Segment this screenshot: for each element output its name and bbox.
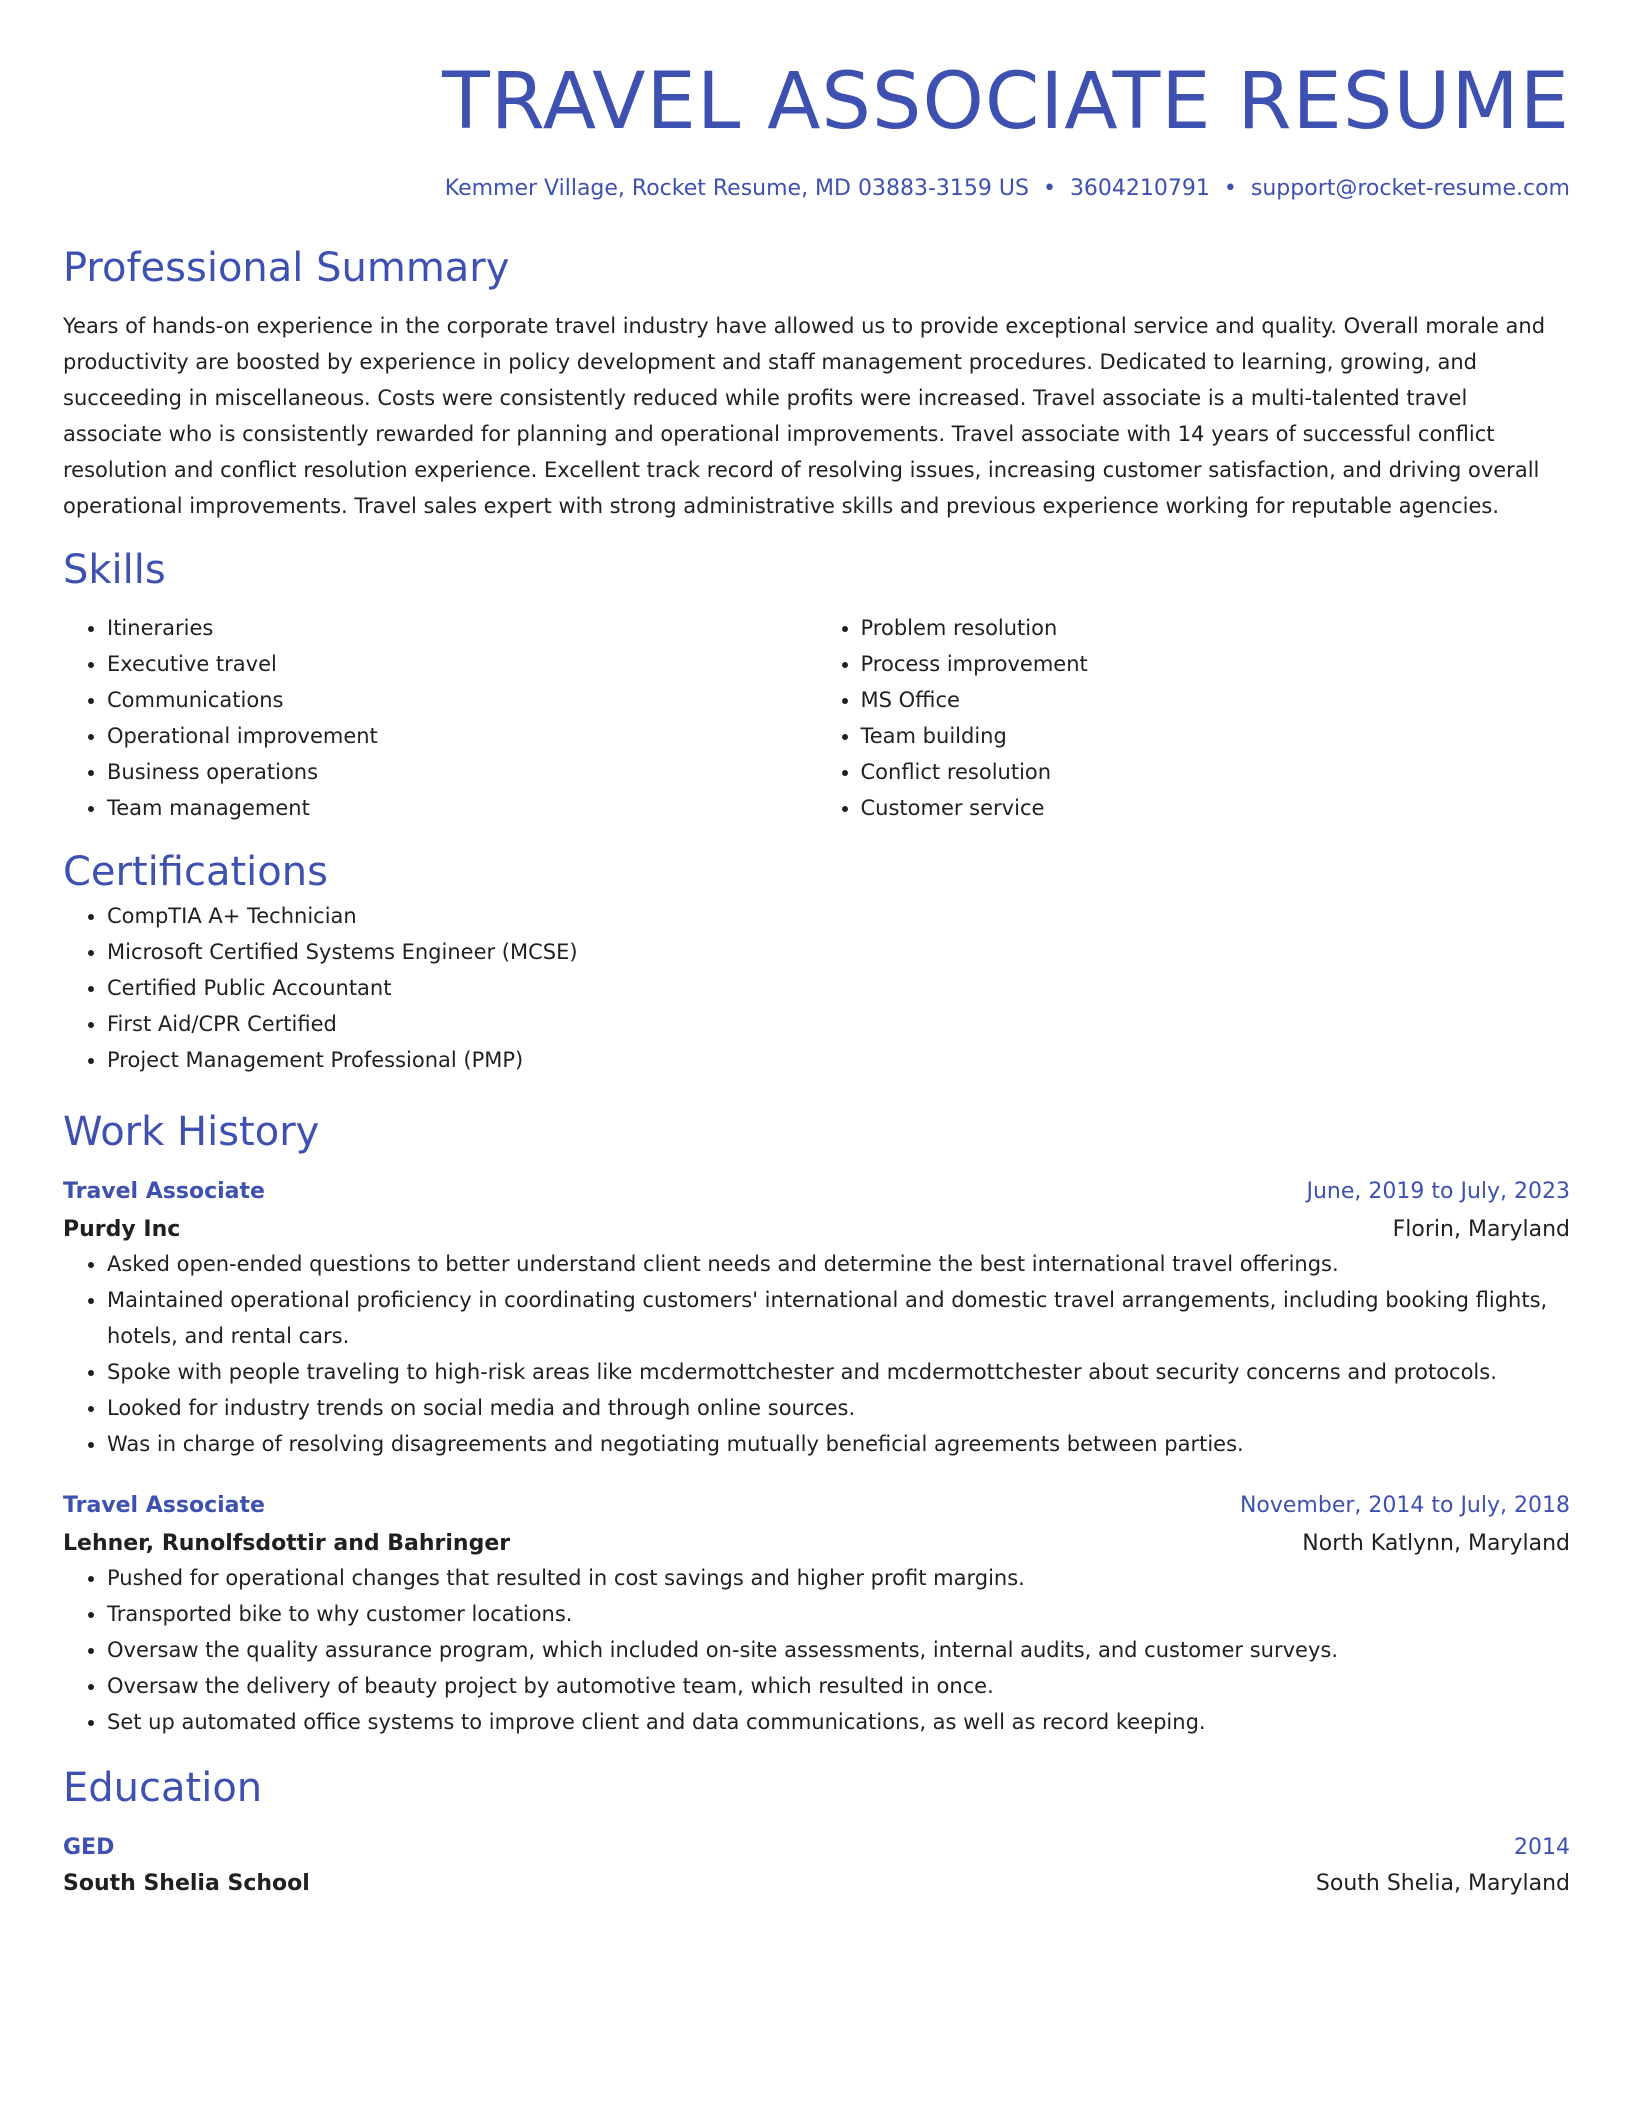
summary-text: Years of hands-on experience in the corporate travel industry have allowed us to provide exceptional service and quality. Overall morale and productivity are boosted by experience in policy development and staff management procedures. Dedicated to learning, growing, and succeeding in miscellaneous. Costs were consistently reduced while profits were increased. Travel associate is a multi-talented travel associate who is consistently rewarded for planning and operational improvements. Travel associate with 14 years of successful conflict resolution and conflict resolution experience. Excellent track record of resolving issues, increasing customer satisfaction, and driving overall operational improvements. Travel sales expert with strong administrative skills and previous experience working for reputable agencies. bbox=[63, 314, 1546, 518]
job-duty: • Oversaw the quality assurance program, which included on-site assessments, internal audits, and customer surveys. bbox=[107, 1632, 1570, 1668]
certification-item: • Project Management Professional (PMP) bbox=[107, 1042, 1570, 1078]
skills-list-left bbox=[63, 610, 817, 826]
skills-columns bbox=[63, 610, 1570, 826]
contact-separator: • bbox=[1042, 176, 1056, 201]
job-location: Florin, Maryland bbox=[1392, 1217, 1570, 1242]
contact-address: Kemmer Village, Rocket Resume, MD 03883-3159 US bbox=[444, 176, 1029, 201]
education-subheader bbox=[63, 1868, 1570, 1900]
skill-item: • Itineraries bbox=[107, 610, 817, 646]
skill-item: • Team management bbox=[107, 790, 817, 826]
job-subheader bbox=[63, 1214, 1570, 1246]
job-duties-list bbox=[63, 1246, 1570, 1462]
job-role: Travel Associate bbox=[63, 1179, 265, 1204]
certification-item: • Microsoft Certified Systems Engineer (MCSE) bbox=[107, 934, 1570, 970]
job-location: North Katlynn, Maryland bbox=[1302, 1531, 1570, 1556]
skills-list-right bbox=[817, 610, 1571, 826]
education-school: South Shelia School bbox=[63, 1871, 310, 1896]
certification-item: • First Aid/CPR Certified bbox=[107, 1006, 1570, 1042]
education-location: South Shelia, Maryland bbox=[1315, 1871, 1570, 1896]
job-header bbox=[63, 1176, 1570, 1208]
job-entry bbox=[63, 1490, 1570, 1740]
skill-item: • Team building bbox=[861, 718, 1571, 754]
contact-email: support@rocket-resume.com bbox=[1250, 176, 1570, 201]
job-duty: • Transported bike to why customer locations. bbox=[107, 1596, 1570, 1632]
contact-line bbox=[63, 174, 1570, 204]
contact-phone: 3604210791 bbox=[1069, 176, 1210, 201]
skill-item: • Business operations bbox=[107, 754, 817, 790]
certifications-heading: Certifications bbox=[63, 849, 328, 895]
skill-item: • Process improvement bbox=[861, 646, 1571, 682]
job-company: Lehner, Runolfsdottir and Bahringer bbox=[63, 1531, 511, 1556]
job-duty: • Pushed for operational changes that resulted in cost savings and higher profit margins. bbox=[107, 1560, 1570, 1596]
certification-item: • CompTIA A+ Technician bbox=[107, 898, 1570, 934]
job-entry bbox=[63, 1176, 1570, 1462]
certification-item: • Certified Public Accountant bbox=[107, 970, 1570, 1006]
job-duty: • Was in charge of resolving disagreements and negotiating mutually beneficial agreements between parties. bbox=[107, 1426, 1570, 1462]
resume-title: TRAVEL ASSOCIATE RESUME bbox=[442, 57, 1570, 147]
job-duty: • Set up automated office systems to improve client and data communications, as well as record keeping. bbox=[107, 1704, 1570, 1740]
skill-item: • Customer service bbox=[861, 790, 1571, 826]
skills-heading: Skills bbox=[63, 547, 166, 593]
job-subheader bbox=[63, 1528, 1570, 1560]
job-duty: • Spoke with people traveling to high-risk areas like mcdermottchester and mcdermottchester about security concerns and protocols. bbox=[107, 1354, 1570, 1390]
education-year: 2014 bbox=[1514, 1835, 1570, 1860]
skill-item: • Executive travel bbox=[107, 646, 817, 682]
job-duties-list bbox=[63, 1560, 1570, 1740]
job-company: Purdy Inc bbox=[63, 1217, 181, 1242]
job-duty: • Oversaw the delivery of beauty project by automotive team, which resulted in once. bbox=[107, 1668, 1570, 1704]
skill-item: • Conflict resolution bbox=[861, 754, 1571, 790]
job-role: Travel Associate bbox=[63, 1493, 265, 1518]
skill-item: • Communications bbox=[107, 682, 817, 718]
job-duty: • Asked open-ended questions to better understand client needs and determine the best international travel offerings. bbox=[107, 1246, 1570, 1282]
job-duty: • Maintained operational proficiency in coordinating customers' international and domestic travel arrangements, including booking flights, hotels, and rental cars. bbox=[107, 1282, 1570, 1354]
skill-item: • MS Office bbox=[861, 682, 1571, 718]
education-header bbox=[63, 1832, 1570, 1864]
job-duty: • Looked for industry trends on social media and through online sources. bbox=[107, 1390, 1570, 1426]
education-heading: Education bbox=[63, 1765, 263, 1811]
education-degree: GED bbox=[63, 1835, 115, 1860]
job-header bbox=[63, 1490, 1570, 1522]
work-history-heading: Work History bbox=[63, 1109, 320, 1155]
education-entry bbox=[63, 1832, 1570, 1900]
job-dates: November, 2014 to July, 2018 bbox=[1239, 1493, 1570, 1518]
job-dates: June, 2019 to July, 2023 bbox=[1306, 1179, 1570, 1204]
certifications-list bbox=[63, 898, 1570, 1078]
contact-separator: • bbox=[1223, 176, 1237, 201]
skill-item: • Problem resolution bbox=[861, 610, 1571, 646]
summary-heading: Professional Summary bbox=[63, 245, 510, 291]
skill-item: • Operational improvement bbox=[107, 718, 817, 754]
